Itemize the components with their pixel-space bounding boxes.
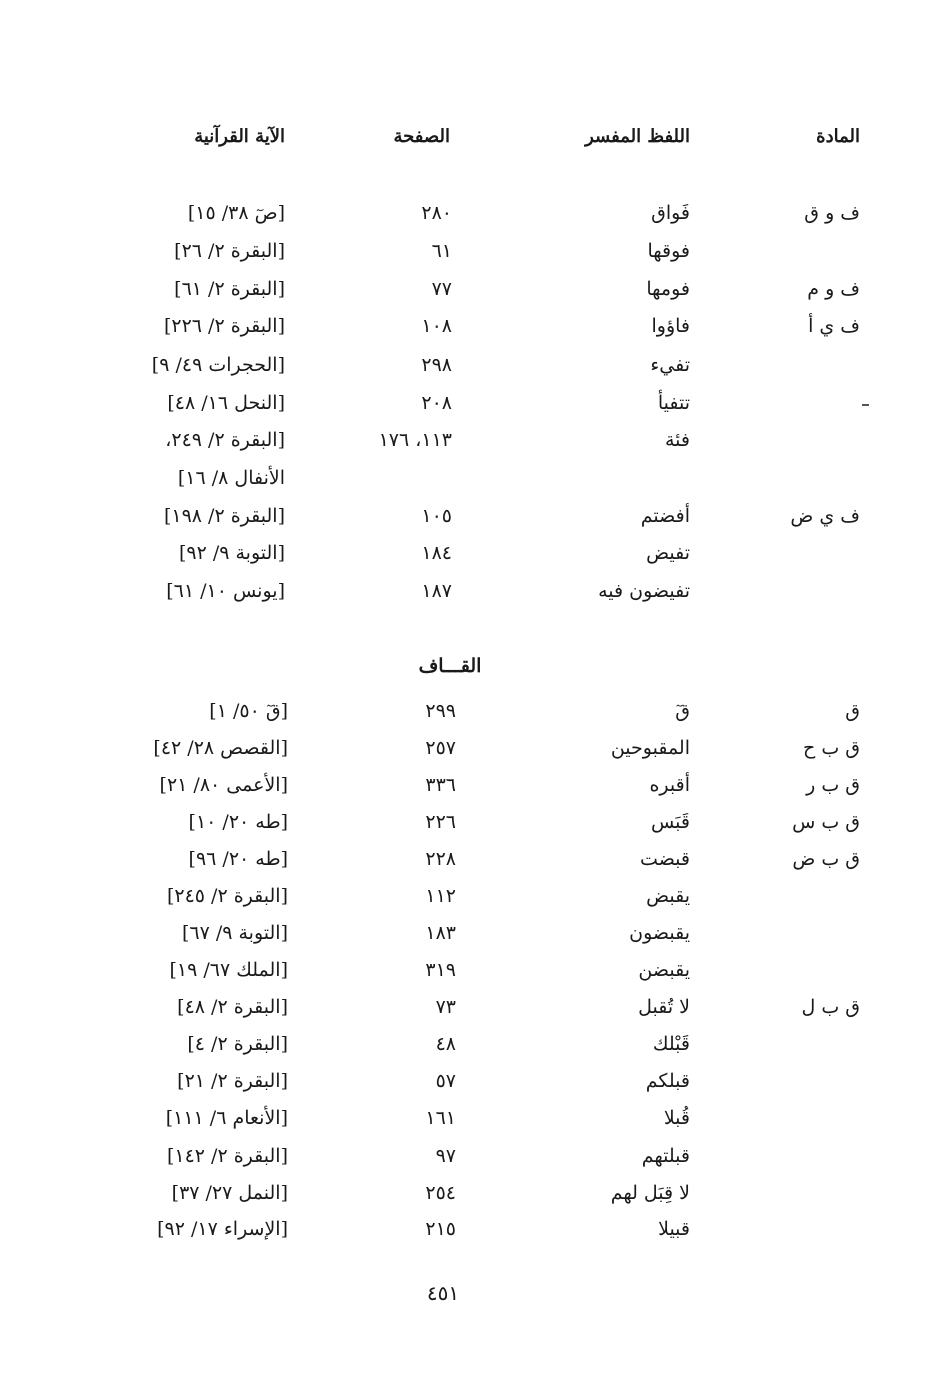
page-number-text: ٤٥١	[426, 1281, 460, 1305]
row-word: فئة	[664, 429, 690, 451]
margin-dash-mark	[862, 404, 869, 406]
row-page: ٦١	[431, 240, 452, 262]
row-word: قبضت	[640, 848, 690, 870]
row-root: ق ب ر	[806, 774, 860, 796]
row-word: فَواق	[651, 202, 690, 224]
row-verse: [الأعمى ٨٠/ ٢١]	[159, 774, 288, 796]
row-word: قَبَس	[650, 811, 690, 833]
row-word: تفيء	[650, 354, 690, 376]
row-root: ف و ق	[804, 202, 860, 224]
row-word: تفيضون فيه	[598, 580, 690, 602]
row-root: ق ب ح	[803, 737, 860, 759]
row-verse: [البقرة ٢/ ٦١]	[174, 278, 285, 300]
table-row	[0, 1066, 938, 1096]
table-row	[0, 274, 938, 304]
row-root: ف و م	[807, 278, 860, 300]
row-verse: الأنفال ٨/ ١٦]	[177, 467, 285, 489]
row-root: ف ي ض	[790, 505, 860, 527]
row-word: أقبره	[649, 774, 690, 796]
row-page: ٣١٩	[425, 959, 456, 981]
row-word: قُبلا	[663, 1107, 690, 1129]
row-word: فاؤوا	[651, 315, 690, 337]
row-page: ٥٧	[435, 1070, 456, 1092]
row-verse: [طه ٢٠/ ٩٦]	[188, 848, 288, 870]
row-root: ق ب س	[792, 811, 860, 833]
row-root: ق ب ل	[801, 996, 860, 1018]
table-row	[0, 576, 938, 606]
table-row	[0, 1214, 938, 1244]
table-row	[0, 844, 938, 874]
row-page: ٢٥٤	[425, 1182, 456, 1204]
table-row	[0, 918, 938, 948]
row-verse: [التوبة ٩/ ٩٢]	[178, 542, 285, 564]
header-word: اللفظ المفسر	[585, 126, 690, 147]
row-page: ١٨٣	[425, 922, 456, 944]
row-page: ٢٨٠	[421, 202, 452, 224]
table-row	[0, 538, 938, 568]
row-page: ٧٧	[431, 278, 452, 300]
table-row	[0, 955, 938, 985]
row-verse: [صٓ ٣٨/ ١٥]	[187, 202, 285, 224]
row-word: يقبض	[646, 885, 690, 907]
row-verse: [الملك ٦٧/ ١٩]	[169, 959, 288, 981]
row-page: ١١٢	[425, 885, 456, 907]
table-row	[0, 1029, 938, 1059]
row-page: ٢١٥	[425, 1218, 456, 1240]
row-root: ق	[845, 700, 860, 722]
header-page: الصفحة	[393, 126, 450, 147]
table-row	[0, 696, 938, 726]
row-page: ٢٩٩	[425, 700, 456, 722]
section-title-text: القـــاف	[418, 655, 482, 677]
row-verse: [التوبة ٩/ ٦٧]	[181, 922, 288, 944]
section-title	[0, 651, 938, 681]
header-root: المادة	[816, 126, 860, 147]
row-word: يقبضون	[629, 922, 690, 944]
table-row	[0, 770, 938, 800]
table-row	[0, 1141, 938, 1171]
row-word: يقبضن	[638, 959, 690, 981]
row-word: قبلتهم	[641, 1145, 690, 1167]
row-verse: [الإسراء ١٧/ ٩٢]	[157, 1218, 288, 1240]
row-verse: [النمل ٢٧/ ٣٧]	[171, 1182, 288, 1204]
row-verse: [البقرة ٢/ ١٤٢]	[166, 1145, 288, 1167]
row-word: قبيلا	[658, 1218, 690, 1240]
row-page: ٢٠٨	[421, 392, 452, 414]
table-header	[0, 122, 938, 152]
row-word: لا قِبَل لهم	[610, 1182, 690, 1204]
row-word: قَبْلك	[652, 1033, 690, 1055]
row-root: ق ب ض	[792, 848, 860, 870]
row-word: أفضتم	[640, 505, 690, 527]
row-word: لا تُقبل	[638, 996, 690, 1018]
row-page: ١٠٥	[421, 505, 452, 527]
row-word: فوقها	[647, 240, 690, 262]
table-row	[0, 501, 938, 531]
row-verse: [البقرة ٢/ ٢٤٩،	[165, 429, 285, 451]
table-row	[0, 881, 938, 911]
row-verse: [البقرة ٢/ ٤٨]	[177, 996, 288, 1018]
row-page: ١٦١	[425, 1107, 456, 1129]
row-verse: [النحل ١٦/ ٤٨]	[167, 392, 285, 414]
table-row	[0, 733, 938, 763]
row-word: قبلكم	[645, 1070, 690, 1092]
row-word: فومها	[646, 278, 690, 300]
row-page: ٢٢٨	[425, 848, 456, 870]
table-row	[0, 311, 938, 341]
row-root: ف ي أ	[808, 315, 860, 337]
table-row	[0, 992, 938, 1022]
header-verse: الآية القرآنية	[194, 126, 285, 147]
row-page: ٢٢٦	[425, 811, 456, 833]
table-row	[0, 1103, 938, 1133]
row-verse: [البقرة ٢/ ٤]	[187, 1033, 288, 1055]
row-verse: [البقرة ٢/ ١٩٨]	[163, 505, 285, 527]
row-verse: [البقرة ٢/ ٢٦]	[174, 240, 285, 262]
row-page: ٢٩٨	[421, 354, 452, 376]
row-page: ٤٨	[435, 1033, 456, 1055]
row-verse: [القصص ٢٨/ ٤٢]	[153, 737, 288, 759]
row-page: ١٠٨	[421, 315, 452, 337]
table-row	[0, 198, 938, 228]
table-row	[0, 350, 938, 380]
row-verse: [طه ٢٠/ ١٠]	[188, 811, 288, 833]
row-verse: [البقرة ٢/ ٢٤٥]	[166, 885, 288, 907]
table-row	[0, 388, 938, 418]
row-word: تفيض	[646, 542, 690, 564]
table-row	[0, 425, 938, 455]
row-verse: [يونس ١٠/ ٦١]	[166, 580, 285, 602]
row-word: تتفيأ	[657, 392, 690, 414]
row-page: ٣٣٦	[425, 774, 456, 796]
row-page: ١٨٧	[421, 580, 452, 602]
row-word: المقبوحين	[610, 737, 690, 759]
row-word: قٓ	[675, 700, 690, 722]
page-number	[0, 1278, 938, 1308]
table-row-continuation	[0, 463, 938, 493]
table-row	[0, 236, 938, 266]
row-page: ١٨٤	[421, 542, 452, 564]
row-verse: [الحجرات ٤٩/ ٩]	[151, 354, 285, 376]
row-verse: [البقرة ٢/ ٢١]	[177, 1070, 288, 1092]
row-page: ٩٧	[435, 1145, 456, 1167]
row-verse: [الأنعام ٦/ ١١١]	[165, 1107, 288, 1129]
row-page: ١١٣، ١٧٦	[378, 429, 452, 451]
row-verse: [قٓ ٥٠/ ١]	[209, 700, 288, 722]
table-row	[0, 1178, 938, 1208]
row-verse: [البقرة ٢/ ٢٢٦]	[163, 315, 285, 337]
row-page: ٢٥٧	[425, 737, 456, 759]
table-row	[0, 807, 938, 837]
row-page: ٧٣	[435, 996, 456, 1018]
